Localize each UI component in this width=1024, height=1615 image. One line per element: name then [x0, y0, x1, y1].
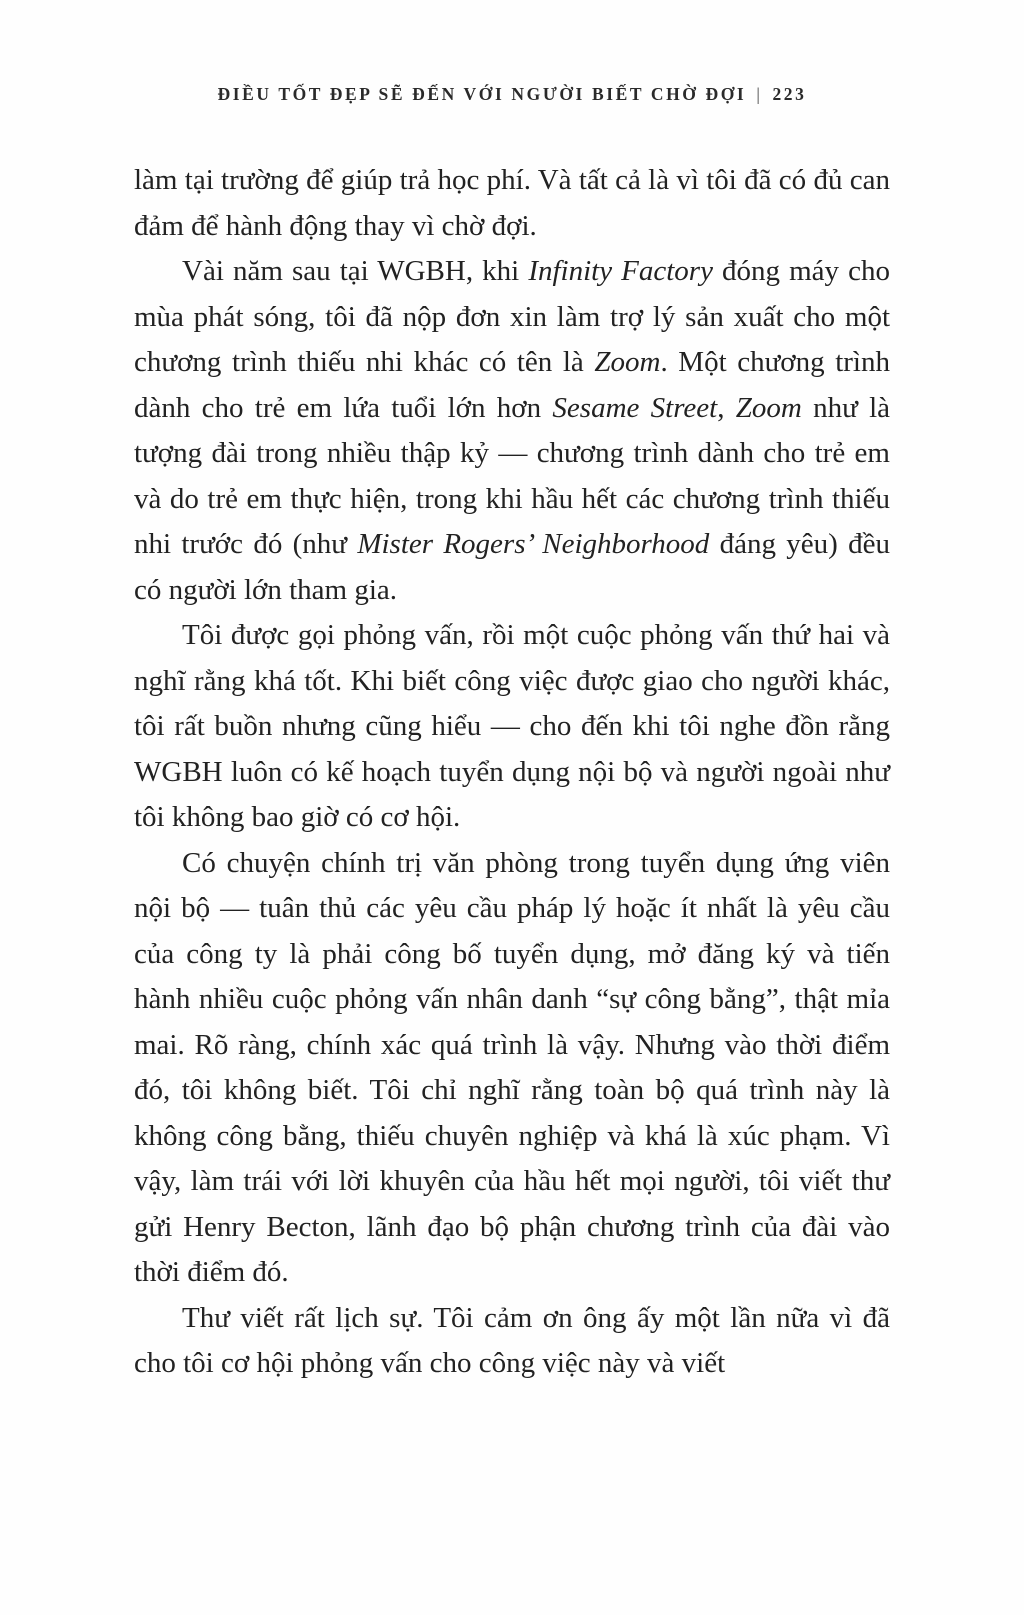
italic-text-run: Mister Rogers’ Neighborhood	[357, 528, 710, 560]
italic-text-run: Zoom	[594, 346, 661, 378]
italic-text-run: Infinity Factory	[528, 255, 713, 287]
page-number: 223	[772, 84, 807, 104]
text-run: như là tượng đài trong nhiều thập kỷ — chương trình dành cho trẻ em và do trẻ em thực hiện, trong khi hầu hết các chương trình thiếu nhi trước đó (như	[134, 391, 891, 560]
text-run: . Một chương trình dành cho trẻ em lứa tuổi lớn hơn	[134, 346, 890, 424]
paragraph	[134, 841, 890, 1296]
italic-text-run: Zoom	[735, 391, 802, 424]
header-separator: |	[756, 84, 763, 104]
text-run: ,	[717, 391, 736, 424]
body-text	[134, 158, 890, 1387]
text-run: Tôi được gọi phỏng vấn, rồi một cuộc phỏng vấn thứ hai và nghĩ rằng khá tốt. Khi biết công việc được giao cho người khác, tôi rất buồn nhưng cũng hiểu — cho đến khi tôi nghe đồn rằng WGBH luôn có kế hoạch tuyển dụng nội bộ và người ngoài như tôi không bao giờ có cơ hội.	[134, 619, 890, 833]
text-run: làm tại trường để giúp trả học phí. Và tất cả là vì tôi đã có đủ can đảm để hành động thay vì chờ đợi.	[134, 164, 890, 242]
text-run: Thư viết rất lịch sự. Tôi cảm ơn ông ấy một lần nữa vì đã cho tôi cơ hội phỏng vấn cho công việc này và viết	[134, 1301, 890, 1379]
running-title: ĐIỀU TỐT ĐẸP SẼ ĐẾN VỚI NGƯỜI BIẾT CHỜ ĐỢI	[217, 84, 747, 104]
italic-text-run: Sesame Street	[552, 391, 718, 424]
text-run: Có chuyện chính trị văn phòng trong tuyển dụng ứng viên nội bộ — tuân thủ các yêu cầu pháp lý hoặc ít nhất là yêu cầu của công ty là phải công bố tuyển dụng, mở đăng ký và tiến hành nhiều cuộc phỏng vấn nhân danh “sự công bằng”, thật mỉa mai. Rõ ràng, chính xác quá trình là vậy. Nhưng vào thời điểm đó, tôi không biết. Tôi chỉ nghĩ rằng toàn bộ quá trình này là không công bằng, thiếu chuyên nghiệp và khá là xúc phạm. Vì vậy, làm trái với lời khuyên của hầu hết mọi người, tôi viết thư gửi Henry Becton, lãnh đạo bộ phận chương trình của đài vào thời điểm đó.	[134, 846, 890, 1288]
text-run: đáng yêu) đều có người lớn tham gia.	[134, 528, 890, 606]
paragraph	[134, 249, 890, 613]
text-run: Vài năm sau tại WGBH, khi	[182, 255, 529, 287]
text-run: đóng máy cho mùa phát sóng, tôi đã nộp đơn xin làm trợ lý sản xuất cho một chương trình thiếu nhi khác có tên là	[134, 255, 890, 378]
paragraph	[134, 1296, 890, 1387]
running-header	[134, 84, 890, 105]
paragraph	[134, 613, 890, 841]
paragraph	[134, 158, 890, 249]
